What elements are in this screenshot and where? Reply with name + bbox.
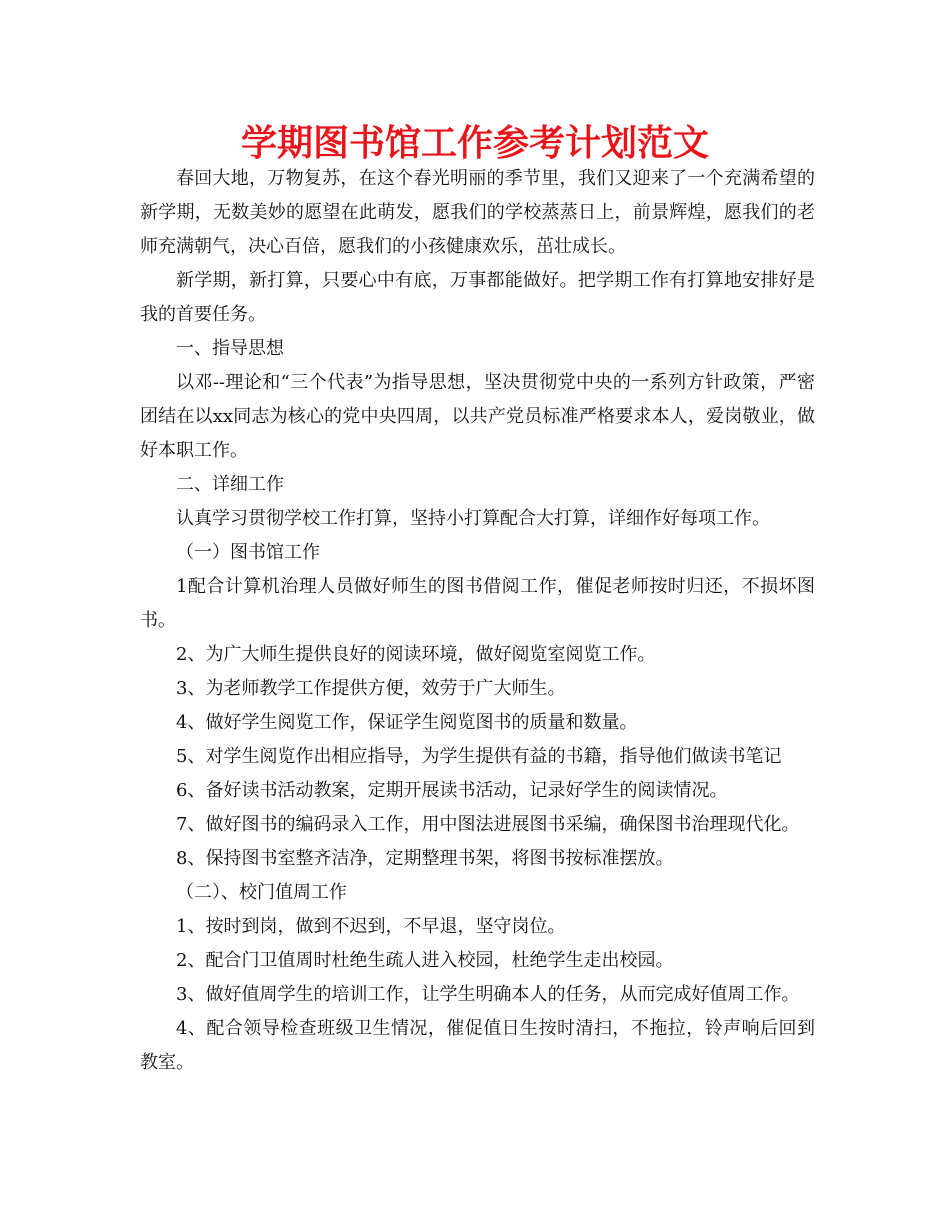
list-item: 4、配合领导检查班级卫生情况，催促值日生按时清扫，不拖拉，铃声响后回到教室。 xyxy=(140,1018,815,1073)
paragraph-intro: 春回大地，万物复苏，在这个春光明丽的季节里，我们又迎来了一个充满希望的新学期，无数美妙的愿望在此萌发，愿我们的学校蒸蒸日上，前景辉煌，愿我们的老师充满朝气，决心百倍，愿我们的小孩健康欢乐，茁壮成长。 xyxy=(140,168,815,257)
list-item: 2、配合门卫值周时杜绝生疏人进入校园，杜绝学生走出校园。 xyxy=(176,950,674,971)
list-item: 1、按时到岗，做到不迟到，不早退，坚守岗位。 xyxy=(176,916,566,937)
list-item: 5、对学生阅览作出相应指导，为学生提供有益的书籍，指导他们做读书笔记 xyxy=(176,746,782,767)
paragraph-new-term: 新学期，新打算，只要心中有底，万事都能做好。把学期工作有打算地安排好是我的首要任务。 xyxy=(140,270,815,325)
paragraph-detailed-work: 认真学习贯彻学校工作打算，坚持小打算配合大打算，详细作好每项工作。 xyxy=(176,508,770,529)
list-item: 6、备好读书活动教案，定期开展读书活动，记录好学生的阅读情况。 xyxy=(176,780,728,801)
document-title: 学期图书馆工作参考计划范文 xyxy=(240,123,709,164)
list-item: 1配合计算机治理人员做好师生的图书借阅工作，催促老师按时归还，不损坏图书。 xyxy=(140,576,815,631)
section-heading-guiding-thought: 一、指导思想 xyxy=(176,338,284,359)
list-item: 8、保持图书室整齐洁净，定期整理书架，将图书按标准摆放。 xyxy=(176,848,674,869)
subsection-heading-gate-duty: （二）、校门值周工作 xyxy=(176,882,347,903)
list-item: 3、做好值周学生的培训工作，让学生明确本人的任务，从而完成好值周工作。 xyxy=(176,984,800,1005)
list-item: 4、做好学生阅览工作，保证学生阅览图书的质量和数量。 xyxy=(176,712,638,733)
subsection-heading-library: （一）图书馆工作 xyxy=(176,542,320,563)
list-item: 2、为广大师生提供良好的阅读环境，做好阅览室阅览工作。 xyxy=(176,644,656,665)
paragraph-guiding-thought: 以邓--理论和“三个代表”为指导思想，坚决贯彻党中央的一系列方针政策，严密团结在以xx同志为核心的党中央四周，以共产党员标准严格要求本人，爱岗敬业，做好本职工作。 xyxy=(140,372,815,461)
document-body xyxy=(140,162,815,1080)
list-item: 7、做好图书的编码录入工作，用中图法进展图书采编，确保图书治理现代化。 xyxy=(176,814,800,835)
section-heading-detailed-work: 二、详细工作 xyxy=(176,474,284,495)
list-item: 3、为老师教学工作提供方便，效劳于广大师生。 xyxy=(176,678,566,699)
